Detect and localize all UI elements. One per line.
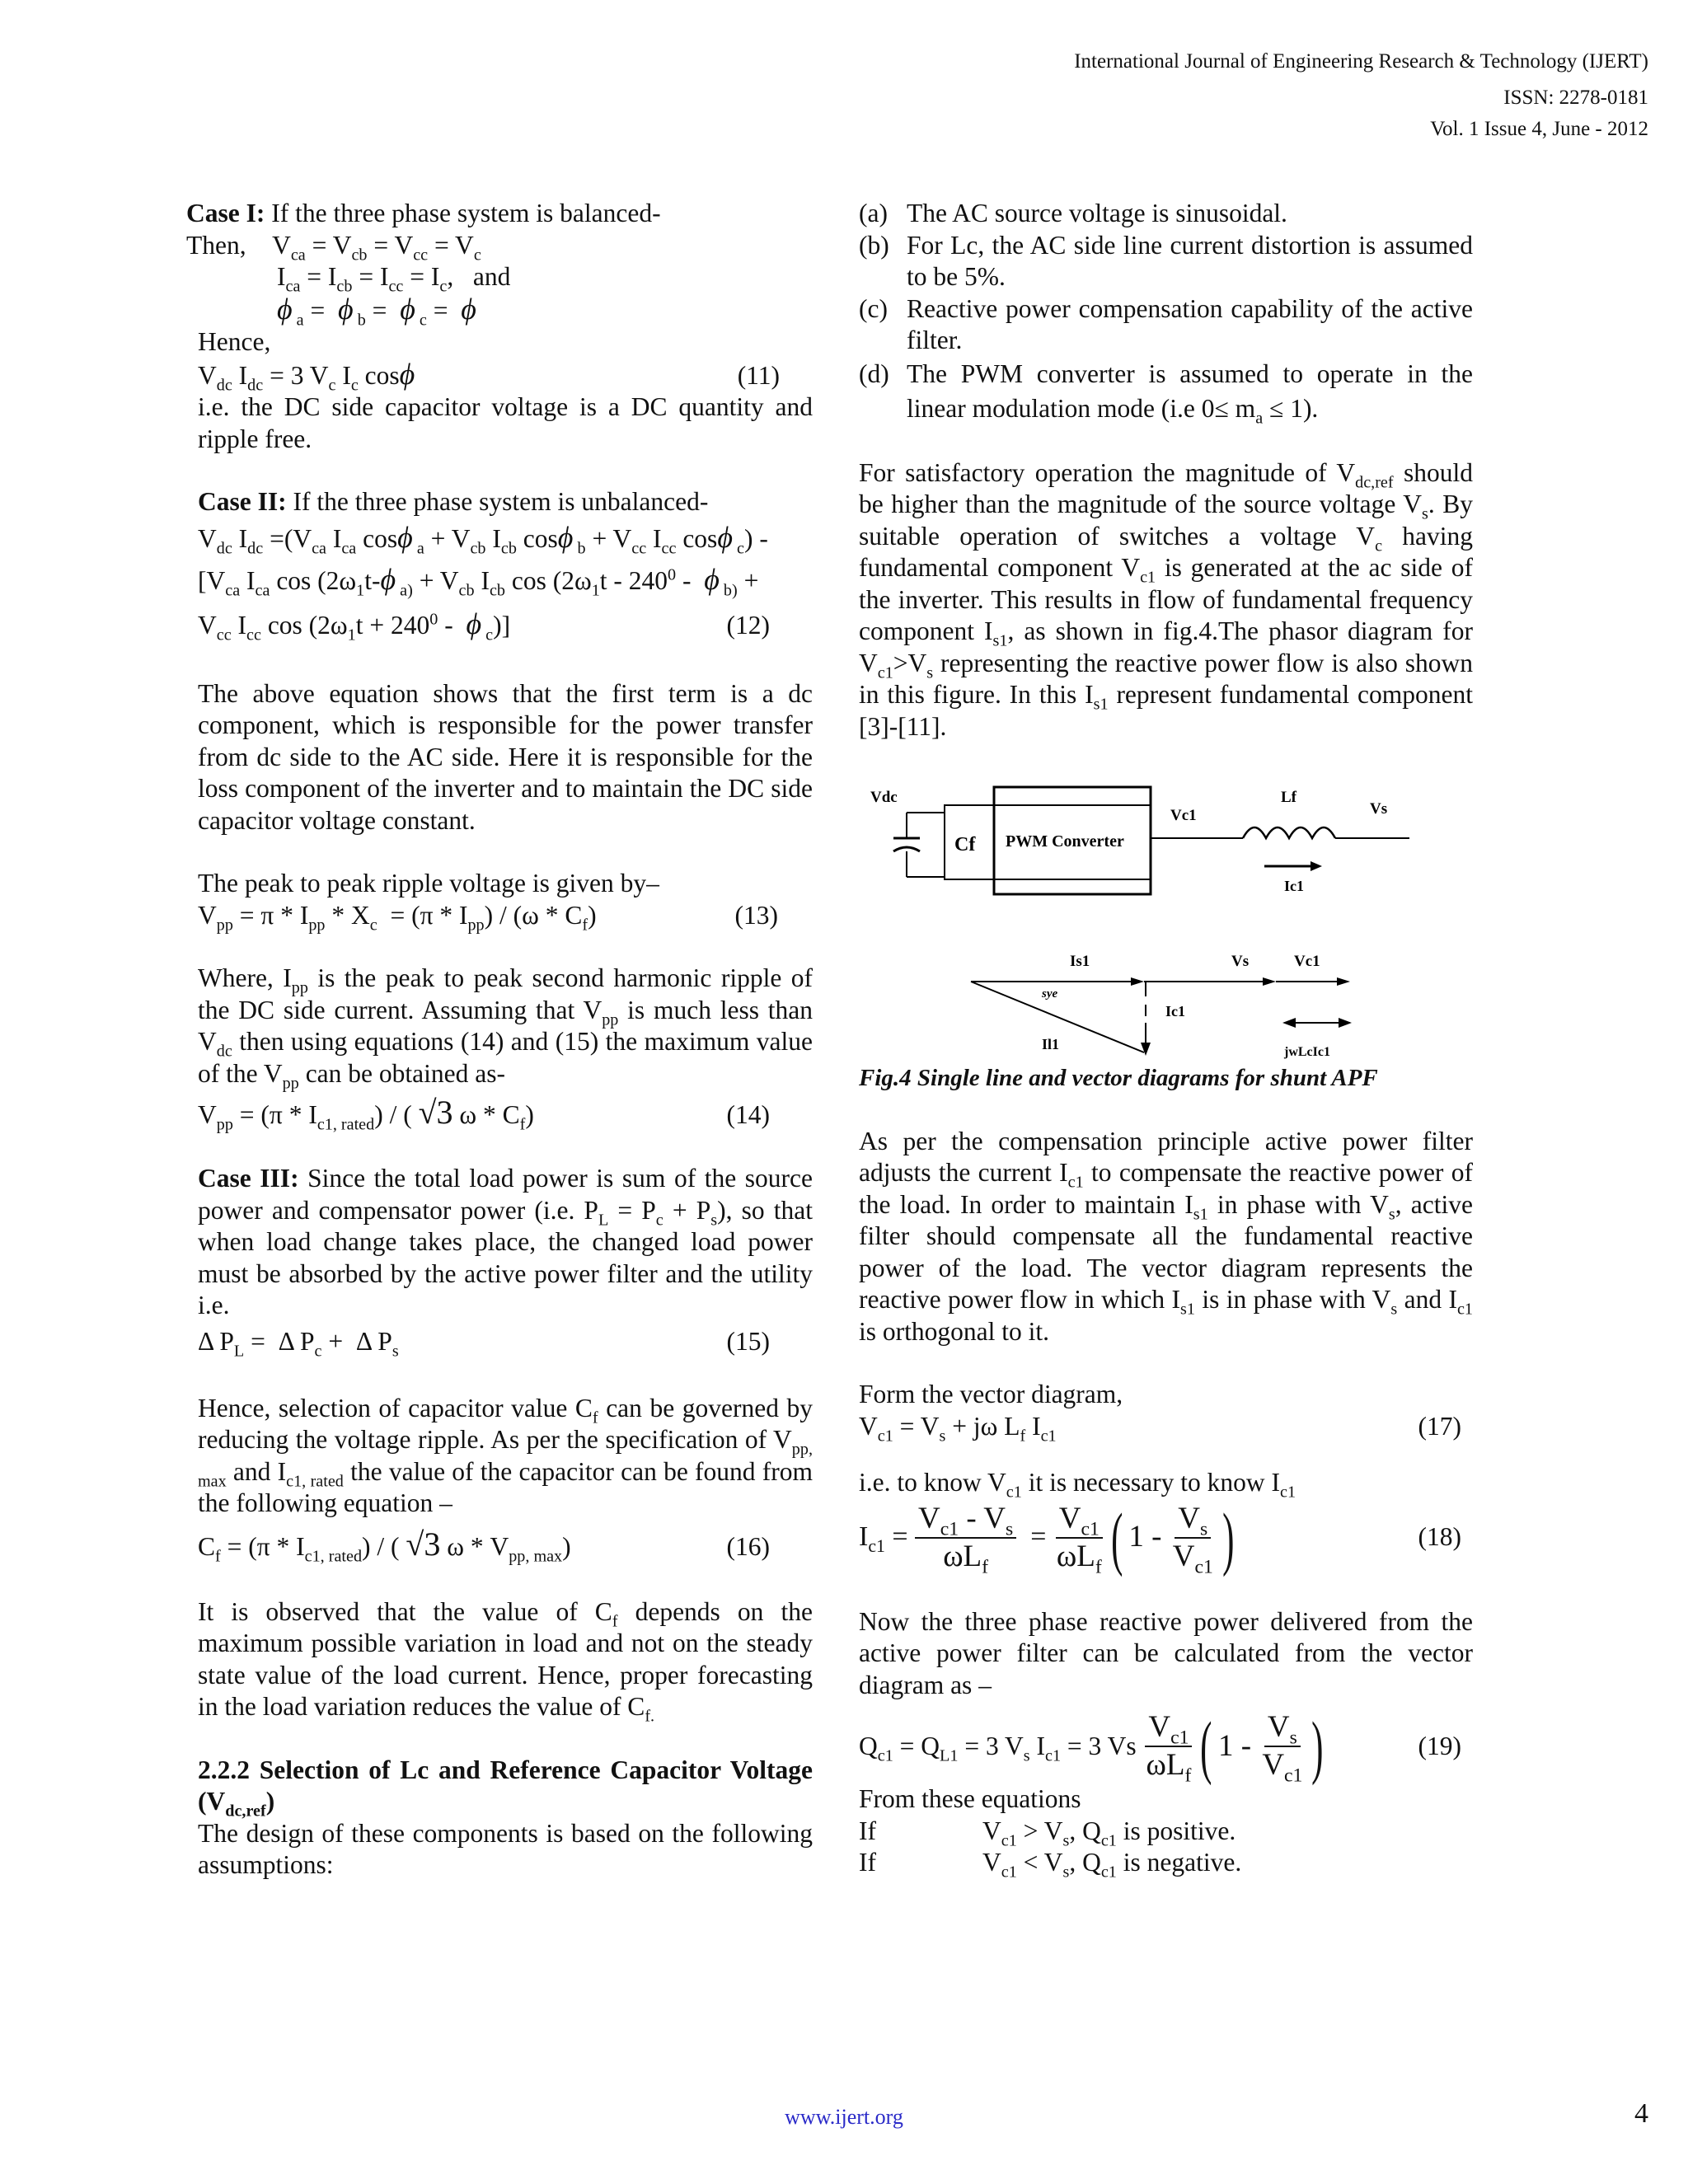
label-il1: Il1 (1042, 1036, 1060, 1052)
eq19-fraction-1: $\frac{V_{c1}}{\omega L_f}$ (1146, 1710, 1192, 1787)
eq18-fraction-1: $\frac{V_{c1} - V_s}{\omega L_f}$ (915, 1501, 1016, 1575)
arrow-ic1 (1311, 861, 1322, 871)
case1-eq-current: $I_{ca} = I_{cb} = I_{cc} = I_c$, and (277, 262, 511, 296)
case3-para: Case III: Since the total load power is sum of the source power and compensator power (i.e. $P_L = P_c + P_s$), so that when load change takes place, the changed load power must be absorbed by the active power filter and the utility i.e. (198, 1164, 813, 1319)
page-number: 4 (1634, 2098, 1648, 2129)
equation-11: $V_{dc}$ $I_{dc} = 3$ $V_c$ $I_c$ cosϕ (11) (186, 359, 813, 392)
label-vdc: Vdc (870, 789, 898, 806)
left-column (186, 198, 813, 1882)
label-vc1: Vc1 (1170, 807, 1197, 824)
eq11-number: (11) (737, 360, 780, 390)
para-observed: It is observed that the value of $C_f$ depends on the maximum possible variation in load and not on the steady state value of the load current. Hence, proper forecasting in the load variation reduces the value of $C_{f.}$ (198, 1596, 813, 1726)
para-ripple-free: i.e. the DC side capacitor voltage is a DC quantity and ripple free. (198, 392, 813, 453)
case1-line: Case I: If the three phase system is balanced- (186, 199, 661, 227)
equation-16: $C_f = (\pi * I_{c1, rated})$ / ( √3 ω * $V_{pp, max}$) (16) (186, 1520, 813, 1572)
case1-label: Case I: (186, 199, 265, 227)
inductor-lf (1243, 827, 1335, 838)
figure-4-diagram (859, 754, 1473, 1067)
eq18-fraction-2: $\frac{V_{c1}}{\omega L_f}$ (1056, 1501, 1102, 1577)
equation-14: $V_{pp} = (\pi * I_{c1, rated})$ / ( √3 ω * $C_f$) (14) (186, 1090, 813, 1138)
label-vc1-vector: Vc1 (1294, 953, 1320, 970)
section-title-2-2-2: 2.2.2 Selection of Lc and Reference Capacitor Voltage $(V_{dc,ref})$ (198, 1755, 813, 1821)
condition-negative: If $V_{c1} < V_s$, $Q_{c1}$ is negative. (859, 1848, 1242, 1882)
assumption-b: (b) For Lc, the AC side line current distortion is assumed to be 5%. (859, 230, 1473, 291)
eq16-number: (16) (726, 1531, 770, 1561)
label-ic1: Ic1 (1284, 878, 1304, 894)
label-vs: Vs (1370, 800, 1388, 818)
para-where: Where, $I_{pp}$ is the peak to peak second harmonic ripple of the DC side current. Assuming that $V_{pp}$ is much less than $V_{dc}$ then using equations (14) and (15) the maximum value of the $V_{pp}$ can be obtained as- (198, 963, 813, 1092)
capacitor-plate-bottom (893, 847, 920, 851)
eq12-number: (12) (726, 610, 770, 640)
arrow-vc1 (1337, 977, 1350, 986)
equation-19: $Q_{c1} = Q_{L1} = 3$ $V_s$ $I_{c1} = 3$ Vs $\frac{V_{c1}}{\omega L_f}$ ( 1 - $\frac{V_s}{V_{c1}}$ ) (19) (859, 1709, 1473, 1783)
para-selection: Hence, selection of capacitor value $C_f$ can be governed by reducing the voltage ripple. As per the specification of $V_{pp, max}$ and $I_{c1, rated}$ the value of the capacitor can be found from the following equation – (198, 1393, 813, 1517)
eq17-number: (17) (1418, 1411, 1461, 1441)
para-peak-ripple: The peak to peak ripple voltage is given by– (198, 869, 659, 898)
equation-13: $V_{pp} = \pi * I_{pp} * X_c = (\pi * I_{pp}) / (\omega * C_f)$ (13) (186, 900, 813, 932)
para-design: The design of these components is based on the following assumptions: (198, 1818, 813, 1879)
hence-label: Hence, (198, 327, 271, 356)
case2-line: Case II: If the three phase system is unbalanced- (198, 487, 709, 516)
label-ic1-vector: Ic1 (1165, 1003, 1185, 1019)
arrow-vs (1263, 977, 1276, 986)
equation-12-line1: $V_{dc}$ $I_{dc} =(V_{ca}$ $I_{ca}$ cosϕ $_a + V_{cb}$ $I_{cb}$ cosϕ $_b + V_{cc}$ $I_{cc}$ cosϕ $_c$) - (198, 520, 768, 557)
label-lf: Lf (1281, 789, 1296, 806)
label-jwlcic1: jwLcIc1 (1284, 1045, 1330, 1059)
right-column (859, 198, 1474, 1882)
condition-positive: If $V_{c1} > V_s$, $Q_{c1}$ is positive. (859, 1816, 1236, 1849)
eq18-fraction-3: $\frac{V_s}{V_{c1}}$ (1172, 1501, 1213, 1577)
form-vector-line: Form the vector diagram, (859, 1380, 1123, 1408)
eq19-number: (19) (1418, 1731, 1461, 1760)
para-now: Now the three phase reactive power delivered from the active power filter can be calculated from the vector diagram as – (859, 1606, 1473, 1699)
eq14-number: (14) (726, 1100, 770, 1129)
assumption-a: (a) The AC source voltage is sinusoidal. (859, 199, 1287, 227)
label-pwm-converter: PWM Converter (1006, 832, 1124, 851)
para-first-term: The above equation shows that the first term is a dc component, which is responsible for the power transfer from dc side to the AC side. Here it is responsible for the loss component of the inverter and to maintain the DC side capacitor voltage constant. (198, 678, 813, 835)
equation-17: $V_{c1} = V_s + j\omega$ $L_f$ $I_{c1}$ (17) (859, 1411, 1473, 1443)
equation-12-line2: [$V_{ca}$ $I_{ca}$ $\cos (2\omega_1t-\phi$ $_{a)} + V_{cb}$ $I_{cb}$ $\cos (2\omega_1t - 240^0$ - ϕ $_{b)}$ + (198, 562, 759, 599)
para-satisfactory: For satisfactory operation the magnitude of $V_{dc,ref}$ should be higher than the magnitude of the source voltage $V_s$. By suitable operation of switches a voltage $V_c$ having fundamental component $V_{c1}$ is generated at the ac side of the inverter. This results in flow of fundamental frequency component $I_{s1}$, as shown in fig.4.The phasor diagram for $V_{c1}>V_s$ representing the reactive power flow is also shown in this figure. In this $I_{s1}$ represent fundamental component [3]-[11]. (859, 457, 1474, 741)
eq18-number: (18) (1418, 1522, 1461, 1552)
from-these-line: From these equations (859, 1784, 1081, 1813)
para-compensation: As per the compensation principle active power filter adjusts the current $I_{c1}$ to compensate the reactive power of the load. In order to maintain $I_{s1}$ in phase with $V_s$, active filter should compensate all the fundamental reactive power of the load. The vector diagram represents the reactive power flow in which $I_{s1}$ is in phase with $V_s$ and $I_{c1}$ is orthogonal to it. (859, 1126, 1474, 1346)
arrow-ic1-vector (1141, 1043, 1151, 1056)
eq19-fraction-2: $\frac{V_s}{V_{c1}}$ (1262, 1710, 1303, 1787)
case3-label: Case III: (198, 1164, 299, 1193)
equation-15: Δ $P_L = \Delta$ $P_c + \Delta$ $P_s$ (15) (186, 1322, 813, 1361)
arrow-jwlcic1-right (1339, 1018, 1352, 1028)
case1-eq-voltage: Then, $V_{ca} = V_{cb} = V_{cc} = V_c$ (186, 230, 481, 264)
equation-18: $I_{c1}$ = $\frac{V_{c1} - V_s}{\omega L_f}$ = $\frac{V_{c1}}{\omega L_f}$ ( 1 - $\frac{V_s}{V_{c1}}$ ) (18) (859, 1501, 1473, 1575)
arrow-jwlcic1-left (1282, 1018, 1296, 1028)
case1-eq-phase: ϕ $_a$ = ϕ $_b$ = ϕ $_c$ = ϕ (277, 292, 476, 329)
issn: ISSN: 2278-0181 (1503, 87, 1648, 109)
journal-name: International Journal of Engineering Research & Technology (IJERT) (1074, 50, 1648, 73)
label-vs-vector: Vs (1231, 953, 1250, 970)
assumption-c: (c) Reactive power compensation capability of the active filter. (859, 293, 1473, 354)
figure-4-caption: Fig.4 Single line and vector diagrams for shunt APF (859, 1065, 1378, 1091)
eq13-number: (13) (734, 900, 778, 930)
arrow-is1 (1131, 977, 1144, 986)
eq15-number: (15) (726, 1326, 770, 1356)
footer-url[interactable]: www.ijert.org (785, 2105, 903, 2129)
assumption-d: (d) The PWM converter is assumed to operate in the linear modulation mode (i.e $0\le m_a \le 1$). (859, 359, 1473, 427)
volume-issue: Vol. 1 Issue 4, June - 2012 (1430, 118, 1648, 140)
label-sye: sye (1042, 987, 1058, 1001)
to-know-line: i.e. to know $V_{c1}$ it is necessary to know $I_{c1}$ (859, 1468, 1296, 1502)
equation-12-line3: $V_{cc}$ $I_{cc}$ $\cos (2\omega_1t + 240^0 - \phi$ $_c$)] (12) (186, 602, 813, 647)
case2-label: Case II: (198, 487, 287, 516)
label-is1: Is1 (1070, 953, 1090, 970)
label-cf: Cf (954, 834, 976, 855)
